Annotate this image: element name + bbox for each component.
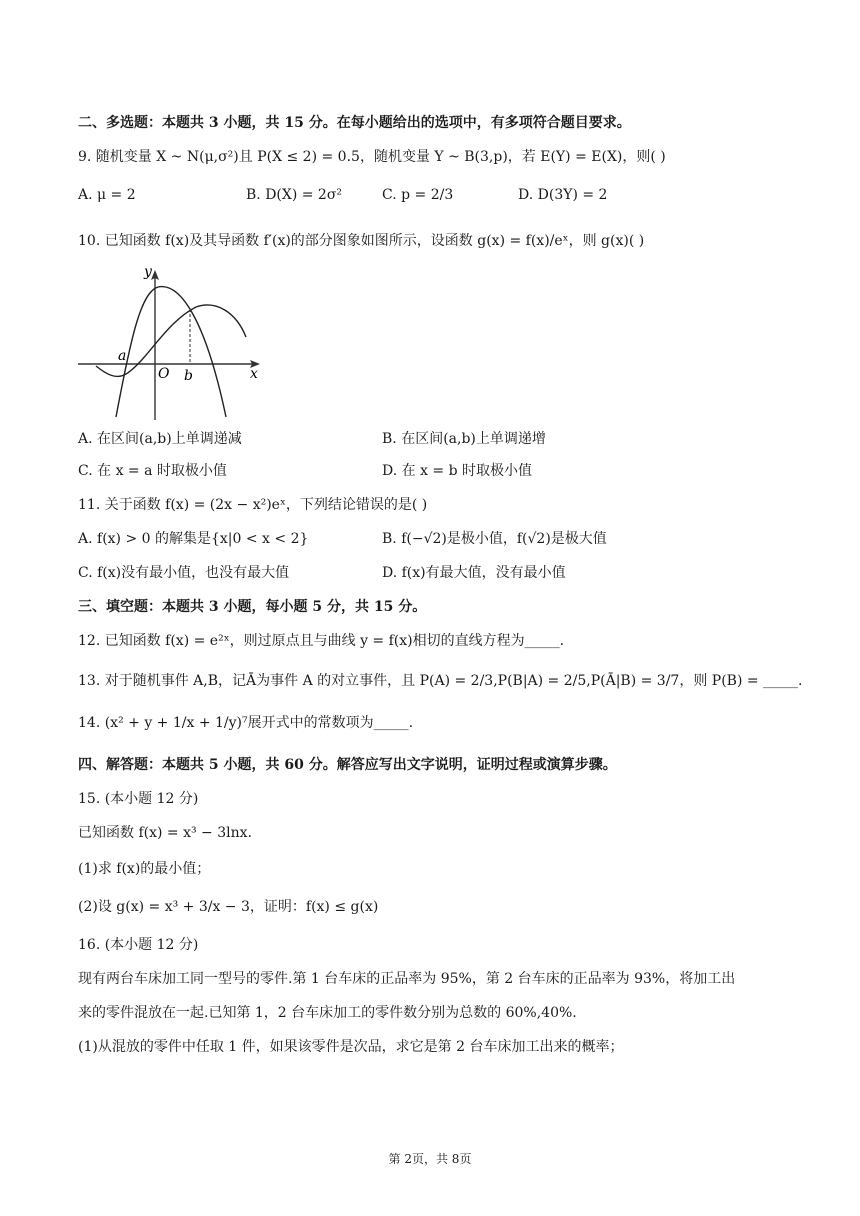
question-10-option-a: A. 在区间(a,b)上单调递减 (78, 431, 242, 447)
question-11-option-d: D. f(x)有最大值，没有最小值 (382, 565, 566, 581)
question-10-option-b: B. 在区间(a,b)上单调递增 (382, 431, 546, 447)
question-15-header: 15. (本小题 12 分) (78, 791, 199, 807)
question-10-option-c: C. 在 x = a 时取极小值 (78, 463, 227, 479)
question-16-line-1: 现有两台车床加工同一型号的零件.第 1 台车床的正品率为 95%，第 2 台车床的正品率为 93%，将加工出 (78, 971, 736, 987)
question-10-stem: 10. 已知函数 f(x)及其导函数 f′(x)的部分图象如图所示，设函数 g(x) = f(x)/eˣ，则 g(x)( ) (78, 233, 645, 249)
page-footer: 第 2页，共 8页 (388, 1152, 472, 1166)
question-15-stem: 已知函数 f(x) = x³ − 3lnx. (78, 825, 252, 841)
question-12: 12. 已知函数 f(x) = e²ˣ，则过原点且与曲线 y = f(x)相切的直线方程为_____. (78, 633, 565, 649)
function-curve (96, 305, 246, 376)
derivative-curve (116, 287, 226, 417)
question-11-option-a: A. f(x) > 0 的解集是{x|0 < x < 2} (78, 531, 309, 547)
question-10-option-d: D. 在 x = b 时取极小值 (382, 463, 533, 479)
question-11-option-c: C. f(x)没有最小值，也没有最大值 (78, 565, 290, 581)
b-point-label: b (184, 368, 193, 384)
origin-label: O (158, 366, 170, 382)
question-16-part-1: (1)从混放的零件中任取 1 件，如果该零件是次品，求它是第 2 台车床加工出来的概率； (78, 1039, 624, 1055)
question-9-option-d: D. D(3Y) = 2 (518, 187, 608, 203)
a-point-label: a (118, 348, 127, 364)
question-11-stem: 11. 关于函数 f(x) = (2x − x²)eˣ，下列结论错误的是( ) (78, 497, 428, 513)
question-15-part-2: (2)设 g(x) = x³ + 3/x − 3，证明：f(x) ≤ g(x) (78, 899, 379, 915)
section-answer-heading: 四、解答题：本题共 5 小题，共 60 分。解答应写出文字说明，证明过程或演算步骤。 (78, 757, 617, 773)
question-11-option-b: B. f(−√2)是极小值，f(√2)是极大值 (382, 531, 607, 547)
question-9-option-b: B. D(X) = 2σ² (246, 187, 343, 203)
question-16-header: 16. (本小题 12 分) (78, 937, 199, 953)
question-9-stem: 9. 随机变量 X ~ N(μ,σ²)且 P(X ≤ 2) = 0.5，随机变量 Y ~ B(3,p)，若 E(Y) = E(X)，则( ) (78, 149, 666, 165)
y-axis-label: y (144, 264, 152, 280)
x-axis-label: x (250, 366, 258, 382)
section-fill-blank-heading: 三、填空题：本题共 3 小题，每小题 5 分，共 15 分。 (78, 599, 427, 615)
question-9-option-a: A. μ = 2 (78, 187, 136, 203)
question-9-option-c: C. p = 2/3 (382, 187, 454, 203)
section-multiple-choice-heading: 二、多选题：本题共 3 小题，共 15 分。在每小题给出的选项中，有多项符合题目要求。 (78, 115, 631, 131)
question-14: 14. (x² + y + 1/x + 1/y)⁷展开式中的常数项为_____. (78, 715, 414, 731)
question-15-part-1: (1)求 f(x)的最小值； (78, 861, 211, 877)
question-13: 13. 对于随机事件 A,B，记Ā为事件 A 的对立事件，且 P(A) = 2/3,P(B|A) = 2/5,P(Ā|B) = 3/7，则 P(B) = _____. (78, 673, 803, 689)
function-graph-figure (76, 262, 266, 422)
question-16-line-2: 来的零件混放在一起.已知第 1，2 台车床加工的零件数分别为总数的 60%,40%. (78, 1005, 577, 1021)
